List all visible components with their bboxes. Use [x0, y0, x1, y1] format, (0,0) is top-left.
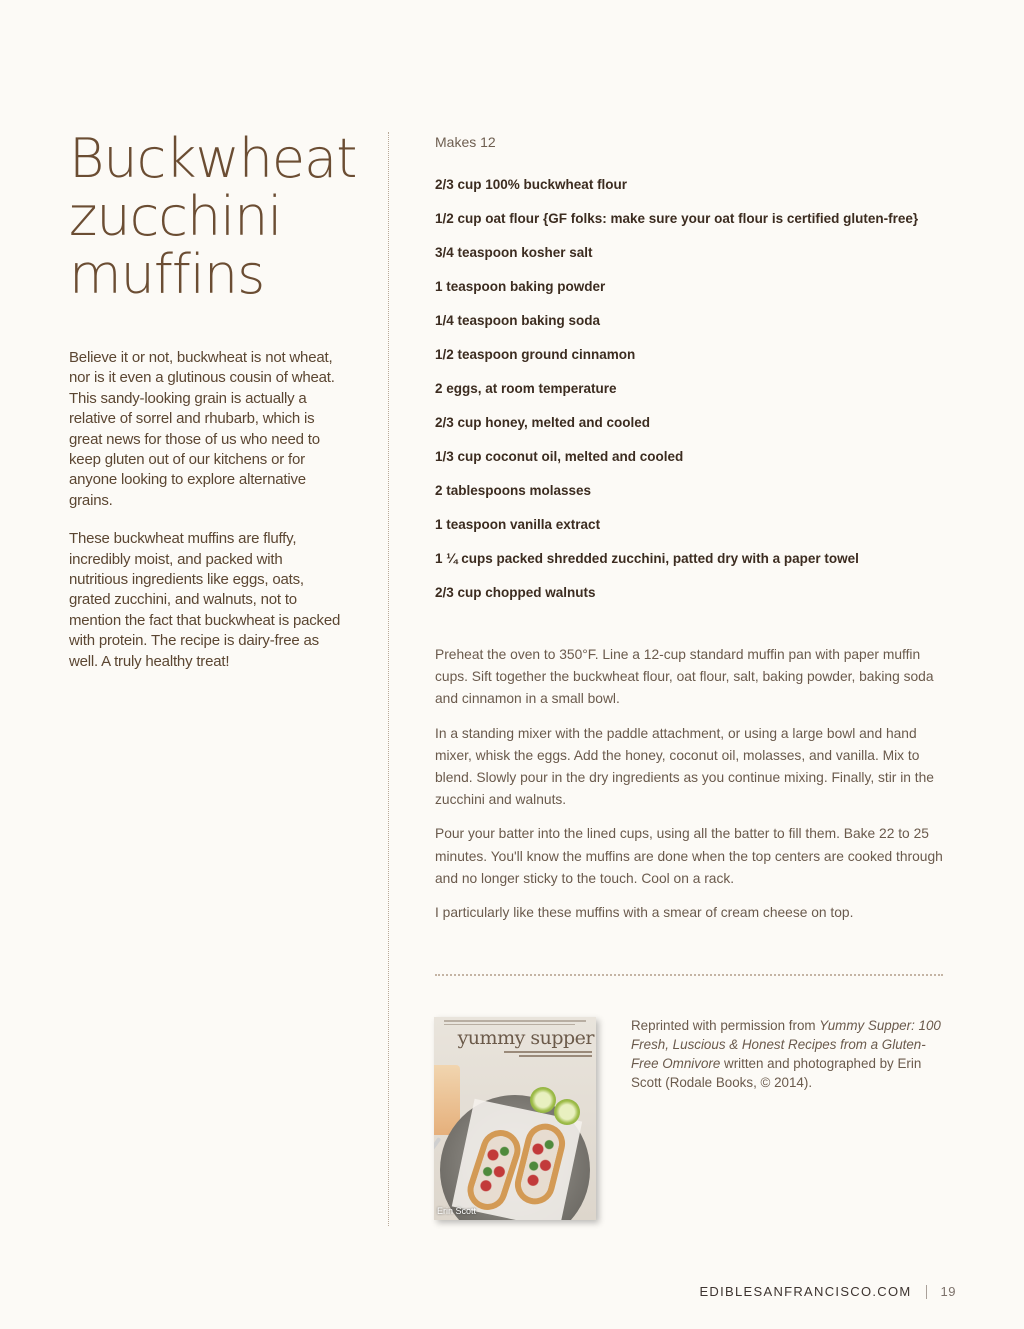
credit-book-title: Yummy Supper: 100 Fresh, Luscious & Honest Recipes from a Gluten-Free Omnivore: [631, 1018, 941, 1071]
intro-text: [69, 348, 344, 672]
lime-icon: [554, 1099, 580, 1125]
ingredient-item: 1 teaspoon baking powder: [435, 279, 606, 294]
instruction-step: In a standing mixer with the paddle attachment, or using a large bowl and hand mixer, whisk the eggs. Add the honey, coconut oil, molasses, and vanilla. Mix to blend. Slowly pour in the dry ingredients as you continue mixing. Finally, stir in the zucchini and walnuts.: [435, 725, 934, 808]
ingredient-list: [435, 174, 945, 604]
reprint-credit: [631, 1016, 941, 1092]
left-column: [69, 127, 357, 690]
ingredient-item: 2 eggs, at room temperature: [435, 381, 617, 396]
page-footer: [699, 1284, 956, 1299]
instruction-step: Pour your batter into the lined cups, using all the batter to fill them. Bake 22 to 25 minutes. You'll know the muffins are done when the top centers are cooked through and no longer sticky to the touch. Cool on a rack.: [435, 826, 943, 886]
instructions: [435, 644, 945, 924]
instruction-step: Preheat the oven to 350°F. Line a 12-cup standard muffin pan with paper muffin cups. Sift together the buckwheat flour, oat flour, salt, baking powder, baking soda and cinnamon in a small bowl.: [435, 647, 934, 707]
title-line: muffins: [69, 243, 265, 306]
ingredient-item: 2/3 cup 100% buckwheat flour: [435, 177, 628, 192]
instruction-step: I particularly like these muffins with a smear of cream cheese on top.: [435, 905, 854, 921]
book-cover-author: Erin Scott: [437, 1206, 477, 1216]
recipe-title: [69, 127, 357, 306]
ingredient-item: 1/2 teaspoon ground cinnamon: [435, 347, 636, 362]
footer-separator: [926, 1285, 927, 1299]
ingredient-item: 2/3 cup honey, melted and cooled: [435, 415, 651, 430]
lime-icon: [530, 1087, 556, 1113]
ingredient-item: 1/2 cup oat flour {GF folks: make sure your oat flour is certified gluten-free}: [435, 211, 919, 226]
book-cover-subtitle-lines: [494, 1051, 592, 1059]
right-column: [435, 132, 945, 936]
section-divider: [435, 974, 943, 976]
title-line: Buckwheat: [69, 127, 357, 190]
ingredient-item: 1/4 teaspoon baking soda: [435, 313, 601, 328]
ingredient-item: 1 ¼ cups packed shredded zucchini, patted dry with a paper towel: [435, 551, 859, 566]
intro-paragraph: These buckwheat muffins are fluffy, incredibly moist, and packed with nutritious ingredients like eggs, oats, grated zucchini, and walnuts, not to mention the fact that buckwheat is packed with protein. The recipe is dairy-free as well. A truly healthy treat!: [69, 530, 341, 670]
ingredient-item: 1 teaspoon vanilla extract: [435, 517, 601, 532]
yield-text: Makes 12: [435, 134, 496, 150]
ingredient-item: 2 tablespoons molasses: [435, 483, 592, 498]
ingredient-item: 1/3 cup coconut oil, melted and cooled: [435, 449, 684, 464]
intro-paragraph: Believe it or not, buckwheat is not wheat, nor is it even a glutinous cousin of wheat. This sandy-looking grain is actually a relative of sorrel and rhubarb, which is great news for those of us who need to keep gluten out of our kitchens or for anyone looking to explore alternative grains.: [69, 349, 335, 509]
ingredient-item: 2/3 cup chopped walnuts: [435, 585, 596, 600]
credit-suffix: written and photographed by Erin Scott (Rodale Books, © 2014).: [631, 1056, 922, 1090]
ingredient-item: 3/4 teaspoon kosher salt: [435, 245, 593, 260]
page-number: 19: [940, 1284, 956, 1299]
column-divider: [388, 132, 389, 1226]
book-cover-title: yummy supper: [457, 1027, 594, 1049]
credit-prefix: Reprinted with permission from: [631, 1018, 820, 1033]
book-cover-image: [434, 1017, 596, 1220]
title-line: zucchini: [69, 185, 282, 248]
footer-site: EDIBLESANFRANCISCO.COM: [699, 1284, 912, 1299]
